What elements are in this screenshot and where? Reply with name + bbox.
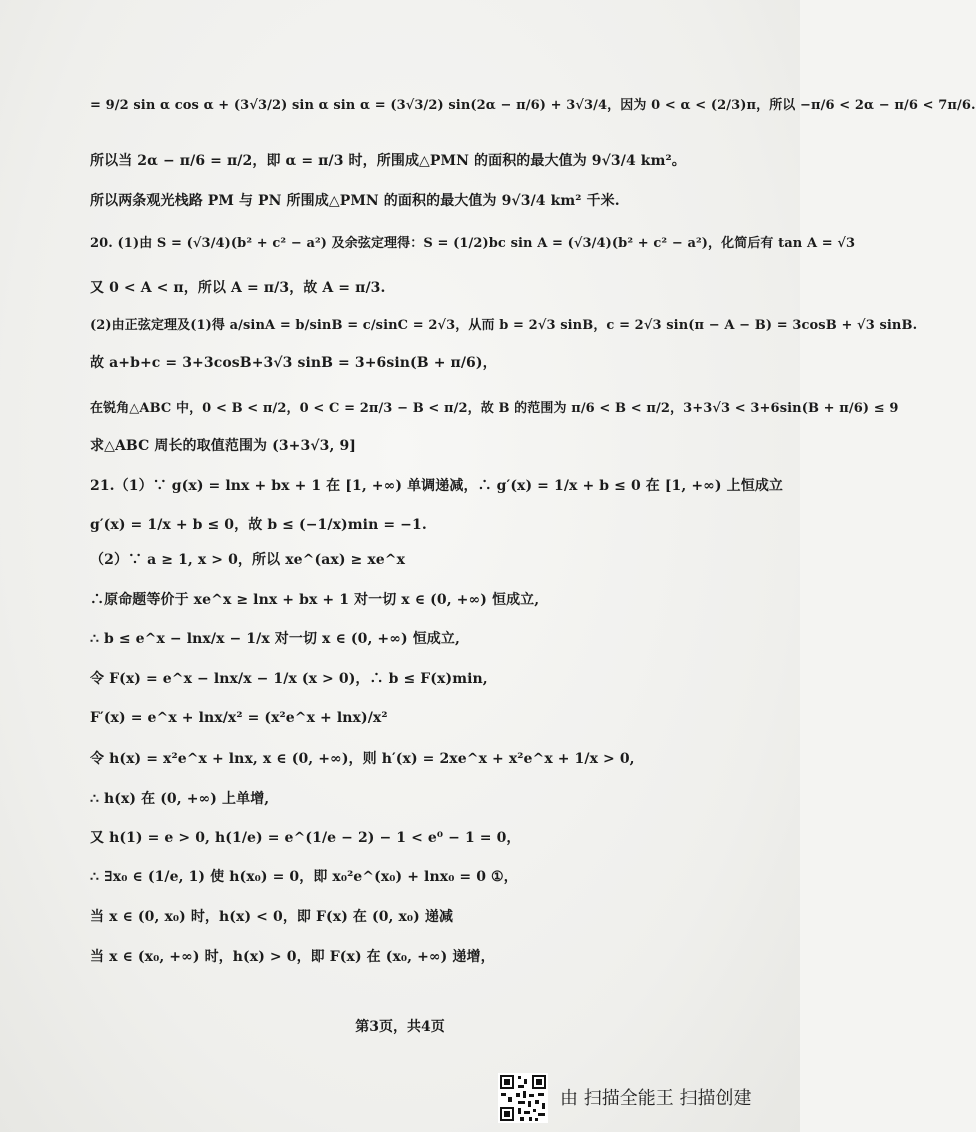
text-line: ∴原命题等价于 xe^x ≥ lnx + bx + 1 对一切 x ∈ (0, +∞) 恒成立, [90,592,540,608]
text-line: ∴ ∃x₀ ∈ (1/e, 1) 使 h(x₀) = 0，即 x₀²e^(x₀) + lnx₀ = 0 ①， [90,869,518,885]
text-line: (2)由正弦定理及(1)得 a/sinA = b/sinB = c/sinC = 2√3，从而 b = 2√3 sinB，c = 2√3 sin(π − A − B) = 3cosB + √3 sinB. [90,318,918,333]
text-line: ∴ h(x) 在 (0, +∞) 上单增, [90,791,270,807]
text-line: 求△ABC 周长的取值范围为 (3+3√3, 9] [90,438,357,454]
text-line: = 9/2 sin α cos α + (3√3/2) sin α sin α = (3√3/2) sin(2α − π/6) + 3√3/4，因为 0 < α < (2/3)π，所以 −π/6 < 2α − π/6 < 7π/6. [90,98,976,113]
text-line: F′(x) = e^x + lnx/x² = (x²e^x + lnx)/x² [90,710,388,726]
qr-code-icon [498,1073,548,1123]
text-line: 令 h(x) = x²e^x + lnx, x ∈ (0, +∞)，则 h′(x) = 2xe^x + x²e^x + 1/x > 0, [90,751,635,767]
text-line: 又 h(1) = e > 0, h(1/e) = e^(1/e − 2) − 1 < e⁰ − 1 = 0， [90,830,521,846]
text-line: 当 x ∈ (x₀, +∞) 时，h(x) > 0，即 F(x) 在 (x₀, +∞) 递增， [90,949,495,965]
text-line: ∴ b ≤ e^x − lnx/x − 1/x 对一切 x ∈ (0, +∞) 恒成立, [90,631,460,647]
text-line: 故 a+b+c = 3+3cosB+3√3 sinB = 3+6sin(B + π/6)， [90,355,497,371]
scanner-watermark: 由 扫描全能王 扫描创建 [560,1088,752,1109]
text-line: 令 F(x) = e^x − lnx/x − 1/x (x > 0)，∴ b ≤ F(x)min, [90,671,488,687]
text-line: g′(x) = 1/x + b ≤ 0，故 b ≤ (−1/x)min = −1. [90,517,427,533]
text-line: 21.（1）∵ g(x) = lnx + bx + 1 在 [1, +∞) 单调递减，∴ g′(x) = 1/x + b ≤ 0 在 [1, +∞) 上恒成立 [90,478,784,494]
text-line: 20. (1)由 S = (√3/4)(b² + c² − a²) 及余弦定理得：S = (1/2)bc sin A = (√3/4)(b² + c² − a²)，化简后有 tan A = √3 [90,236,856,251]
text-line: 又 0 < A < π，所以 A = π/3，故 A = π/3. [90,280,386,296]
text-line: （2）∵ a ≥ 1, x > 0，所以 xe^(ax) ≥ xe^x [90,552,406,568]
page-number: 第3页，共4页 [355,1019,445,1035]
text-line: 在锐角△ABC 中，0 < B < π/2，0 < C = 2π/3 − B < π/2，故 B 的范围为 π/6 < B < π/2，3+3√3 < 3+6sin(B + π/6) ≤ 9 [90,401,899,416]
text-line: 当 x ∈ (0, x₀) 时，h(x) < 0，即 F(x) 在 (0, x₀) 递减 [90,909,454,925]
text-line: 所以当 2α − π/6 = π/2，即 α = π/3 时，所围成△PMN 的面积的最大值为 9√3/4 km²。 [90,153,686,169]
text-line: 所以两条观光栈路 PM 与 PN 所围成△PMN 的面积的最大值为 9√3/4 km² 千米. [90,193,620,209]
